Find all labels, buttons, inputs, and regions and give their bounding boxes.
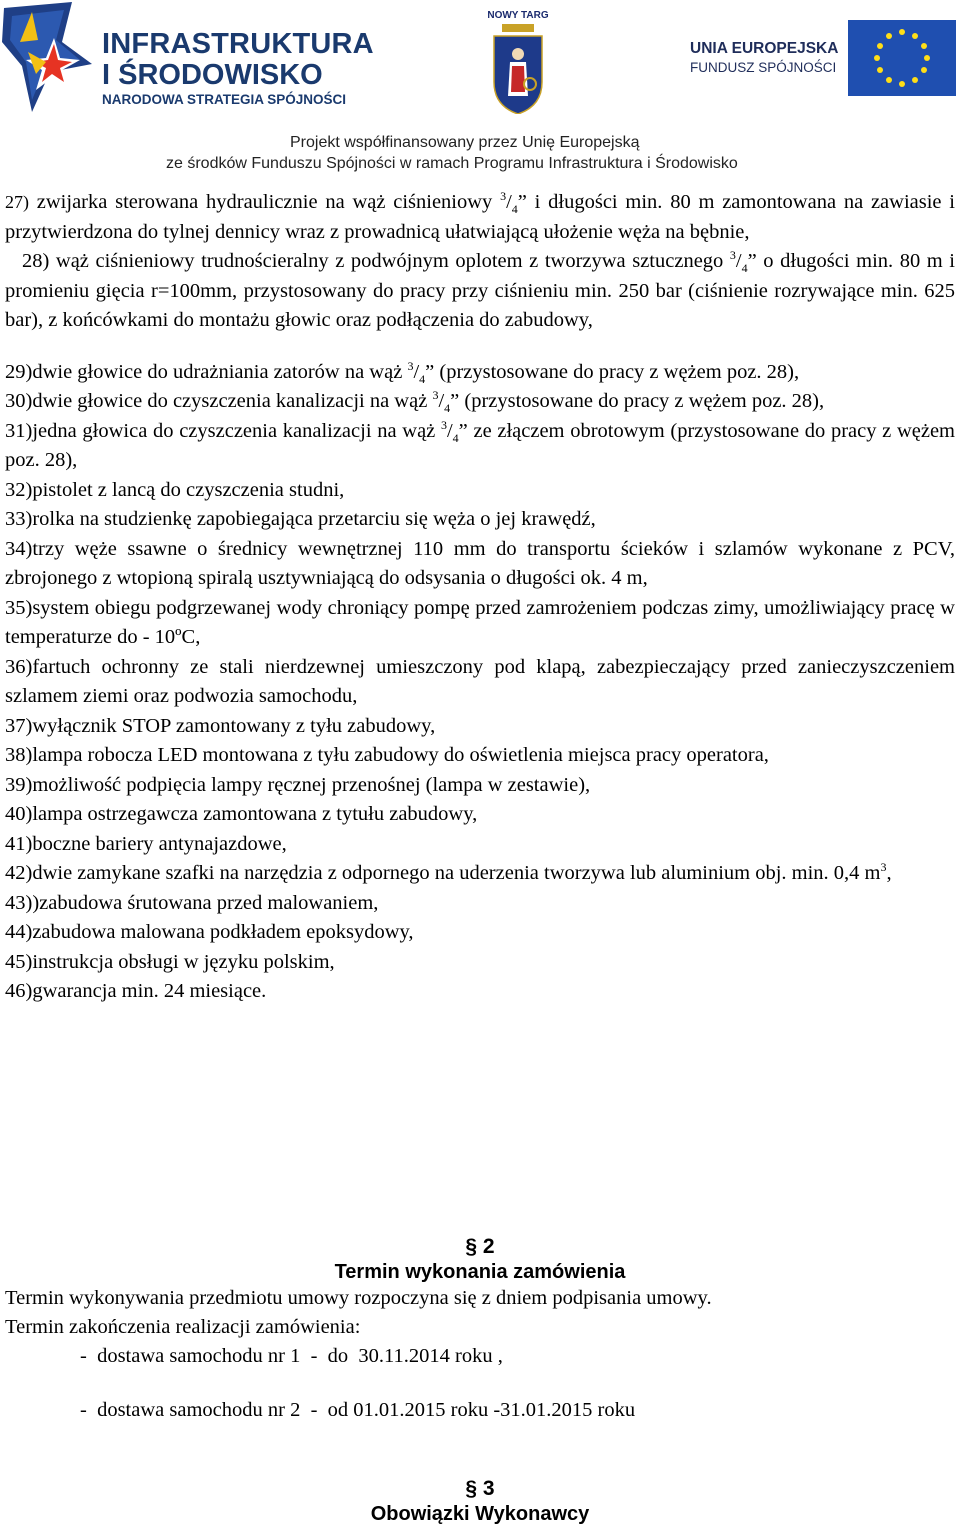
is-logo-line1: INFRASTRUKTURA <box>102 28 374 60</box>
list-item-44: 44)zabudowa malowana podkładem epoksydowy, <box>5 921 414 943</box>
section-2-line1: Termin wykonywania przedmiotu umowy rozpoczyna się z dniem podpisania umowy. <box>5 1287 712 1309</box>
eu-logo-line2: FUNDUSZ SPÓJNOŚCI <box>690 60 837 75</box>
list-item-27: 27) zwijarka sterowana hydraulicznie na wąż ciśnieniowy $^3/_4$” i długości min. 80 m zamontowana na zawiasie i przytwierdzona do tylnej dennicy wraz z prowadnicą ułatwiającą ułożenie węża na bębnie, <box>5 189 955 243</box>
section-2-title: Termin wykonania zamówienia <box>334 1261 626 1283</box>
list-item-40: 40)lampa ostrzegawcza zamontowana z tytułu zabudowy, <box>5 803 478 825</box>
list-item-41: 41)boczne bariery antynajazdowe, <box>5 832 287 855</box>
eu-logo <box>690 20 958 98</box>
list-item-38: 38)lampa robocza LED montowana z tyłu zabudowy do oświetlenia miejsca pracy operatora, <box>5 744 769 766</box>
list-item-35: 35)system obiegu podgrzewanej wody chroniący pompę przed zamrożeniem podczas zimy, umożliwiający pracę w temperaturze do - 10ºC, <box>5 596 955 648</box>
town-name: NOWY TARG <box>487 10 549 21</box>
delivery-item-2: - dostawa samochodu nr 2 - od 01.01.2015 roku -31.01.2015 roku <box>80 1399 636 1421</box>
list-item-43: 43))zabudowa śrutowana przed malowaniem, <box>5 891 379 914</box>
infrastruktura-logo <box>2 2 374 114</box>
delivery-item-1: - dostawa samochodu nr 1 - do 30.11.2014 roku , <box>80 1345 503 1367</box>
section-3-number: § 3 <box>465 1477 495 1500</box>
eu-logo-line1: UNIA EUROPEJSKA <box>690 40 839 57</box>
is-logo-line2: I ŚRODOWISKO <box>102 59 323 91</box>
list-item-33: 33)rolka na studzienkę zapobiegająca przetarciu się węża o jej krawędź, <box>5 508 596 530</box>
list-item-34: 34)trzy węże ssawne o średnicy wewnętrznej 110 mm do transportu ścieków i szlamów wykonane z PCV, zbrojonego z wtopioną spiralą usztywniającą do odsysania o długości ok. 4 m, <box>5 537 955 589</box>
page-header <box>0 0 960 180</box>
list-item-42: 42)dwie zamykane szafki na narzędzia z odpornego na uderzenia tworzywa lub aluminium obj. min. 0,4 $m^3$, <box>5 860 892 884</box>
item-number: 27) <box>5 192 29 212</box>
list-item-32: 32)pistolet z lancą do czyszczenia studni, <box>5 478 345 501</box>
cofund-line2: ze środków Funduszu Spójności w ramach Programu Infrastruktura i Środowisko <box>166 155 738 172</box>
list-item-29: 29)dwie głowice do udrażniania zatorów na wąż $^3/_4$” (przystosowane do pracy z wężem poz. 28), <box>5 358 800 386</box>
list-item-28: 28) wąż ciśnieniowy trudnościeralny z podwójnym oplotem z tworzywa sztucznego $^3/_4$” o długości min. 80 m i promieniu gięcia r=100mm, przystosowany do pracy przy ciśnieniu min. 250 bar (ciśnienie rozrywające min. 625 bar), z końcówkami do montażu głowic oraz podłączenia do zabudowy, <box>5 248 956 331</box>
section-2-line2: Termin zakończenia realizacji zamówienia: <box>5 1316 361 1338</box>
section-3-title: Obowiązki Wykonawcy <box>370 1503 590 1525</box>
list-item-46: 46)gwarancja min. 24 miesiące. <box>5 980 267 1002</box>
eu-flag-icon <box>848 20 956 96</box>
list-item-36: 36)fartuch ochronny ze stali nierdzewnej umieszczony pod klapą, zabezpieczający przed zanieczyszczeniem szlamem ziemi oraz podwozia samochodu, <box>5 655 955 707</box>
cofund-line1: Projekt współfinansowany przez Unię Europejską <box>290 134 640 151</box>
list-item-45: 45)instrukcja obsługi w języku polskim, <box>5 950 335 973</box>
is-logo-line3: NARODOWA STRATEGIA SPÓJNOŚCI <box>102 92 347 107</box>
list-item-30: 30)dwie głowice do czyszczenia kanalizacji na wąż $^3/_4$” (przystosowane do pracy z wężem poz. 28), <box>5 388 825 416</box>
infrastruktura-star-icon <box>2 2 94 114</box>
list-item-31: 31)jedna głowica do czyszczenia kanalizacji na wąż $^3/_4$” ze złączem obrotowym (przystosowane do pracy z wężem poz. 28), <box>5 417 956 471</box>
coat-of-arms-icon <box>492 24 544 114</box>
nowy-targ-coat-of-arms <box>486 6 550 116</box>
list-item-37: 37)wyłącznik STOP zamontowany z tyłu zabudowy, <box>5 714 436 737</box>
list-item-39: 39)możliwość podpięcia lampy ręcznej przenośnej (lampa w zestawie), <box>5 773 591 796</box>
specification-list <box>5 188 955 1007</box>
section-2-number: § 2 <box>465 1235 495 1258</box>
